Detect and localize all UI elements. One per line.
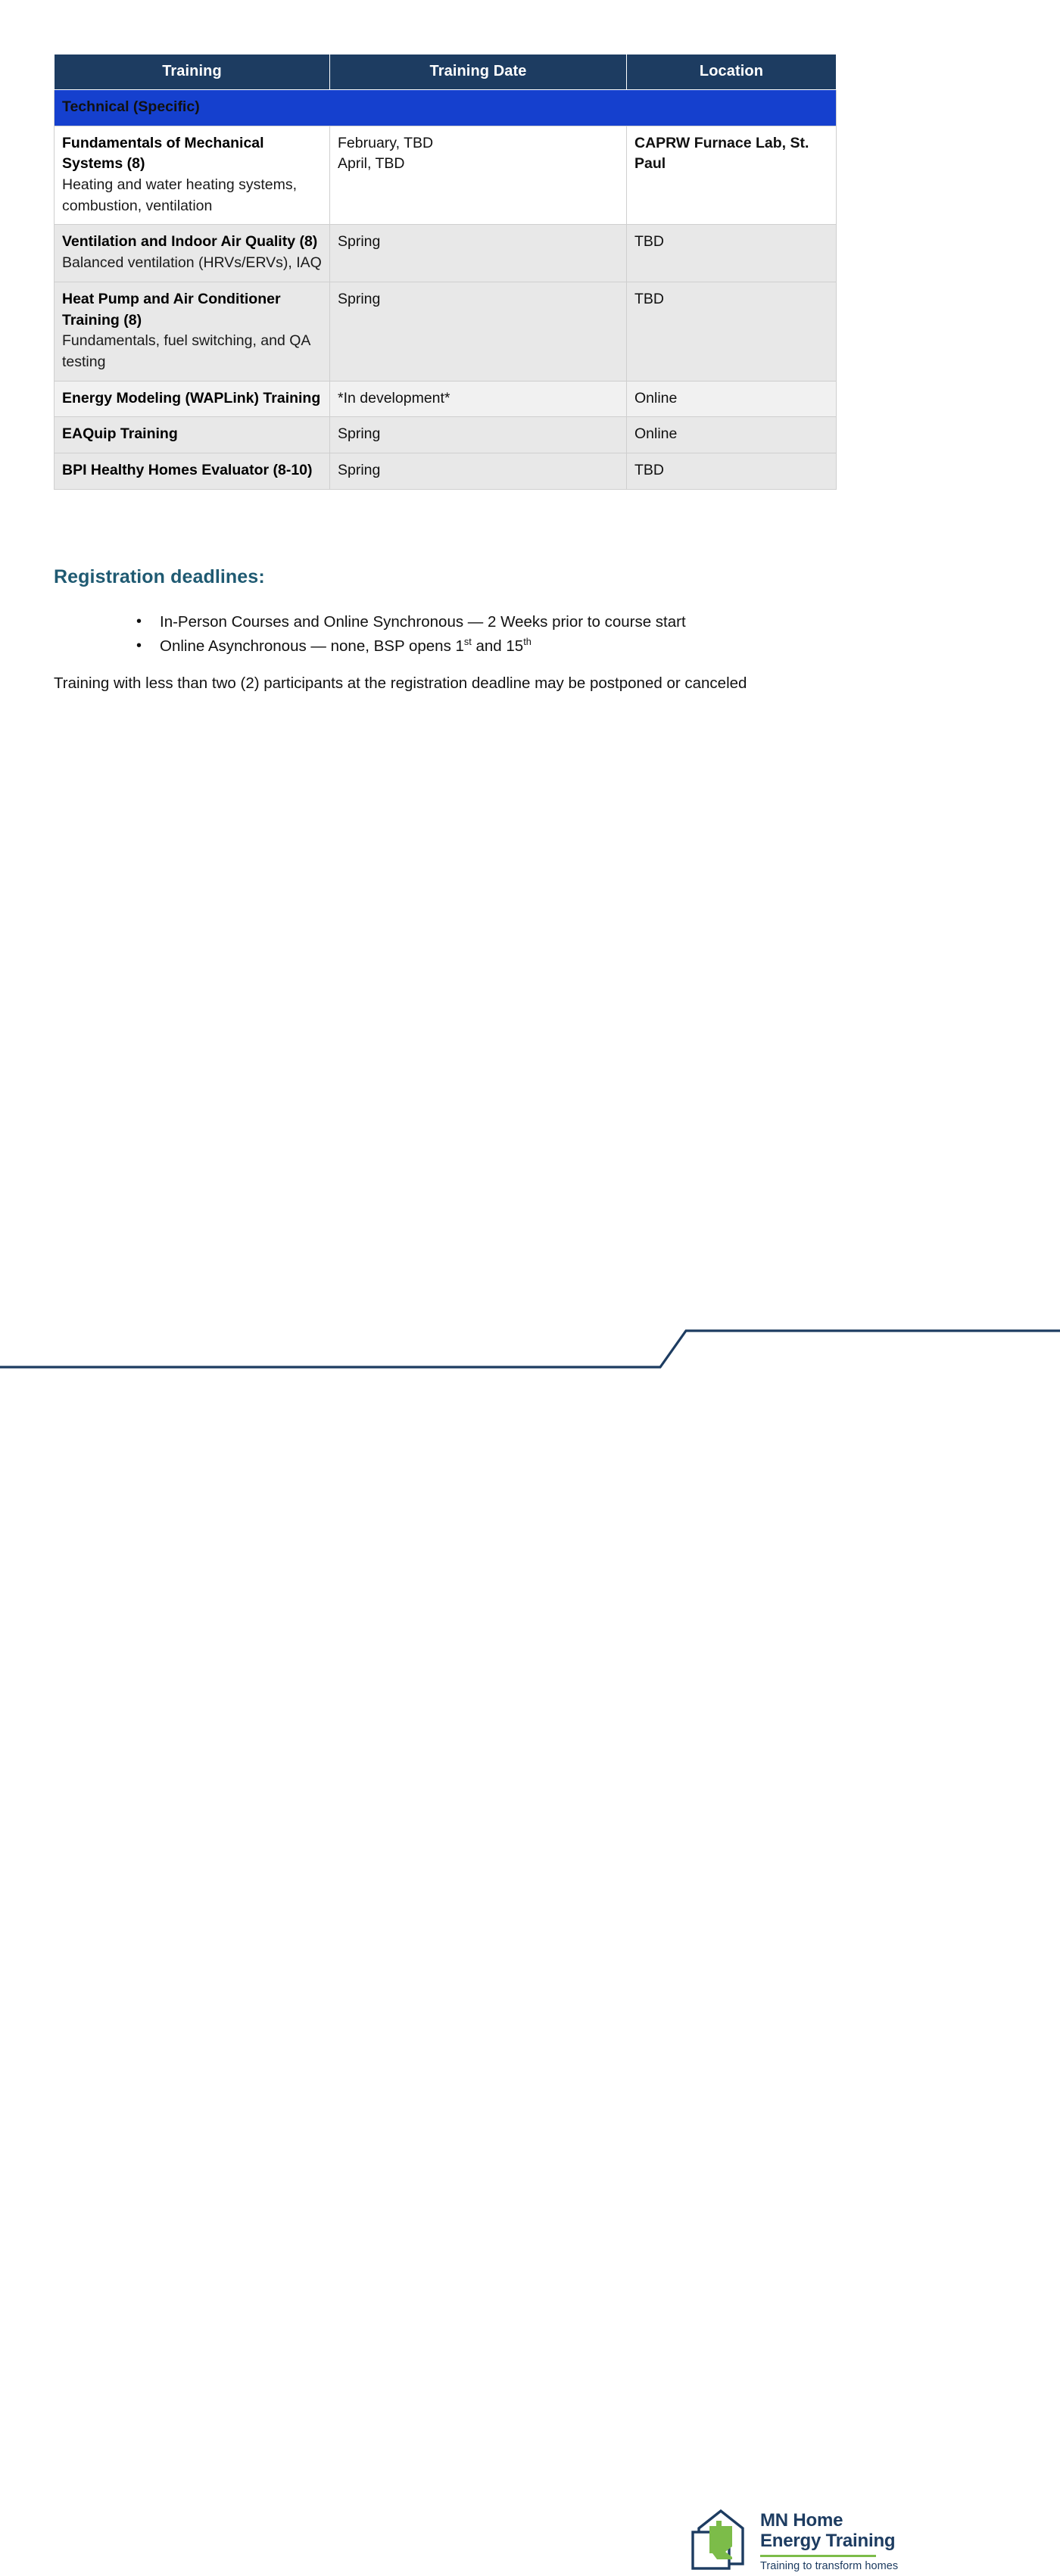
table-row xyxy=(55,225,837,282)
table-row xyxy=(55,126,837,225)
table-row xyxy=(55,381,837,417)
postponement-note: Training with less than two (2) participants at the registration deadline may be postponed or canceled xyxy=(54,674,747,692)
cell-training xyxy=(55,453,330,489)
list-item xyxy=(133,634,890,658)
table-row xyxy=(55,282,837,381)
training-location: CAPRW Furnace Lab, St. Paul xyxy=(634,134,809,173)
training-date-line: Spring xyxy=(338,290,381,307)
organization-logo xyxy=(691,2506,898,2576)
training-date-line: Spring xyxy=(338,425,381,443)
logo-green-rule xyxy=(760,2555,876,2558)
cell-location xyxy=(627,453,837,489)
training-date-line: *In development* xyxy=(338,389,450,406)
ordinal-suffix: st xyxy=(463,636,472,648)
ordinal-suffix: th xyxy=(523,636,532,648)
training-date-line: Spring xyxy=(338,461,381,478)
cell-location xyxy=(627,225,837,282)
cell-training xyxy=(55,282,330,381)
deadline-text-mid: and 15 xyxy=(471,637,524,656)
training-date-line: February, TBD xyxy=(338,134,434,151)
cell-location xyxy=(627,282,837,381)
training-date-line: Spring xyxy=(338,233,381,251)
cell-location xyxy=(627,126,837,225)
table-section-row xyxy=(55,90,837,126)
training-date-line: April, TBD xyxy=(338,155,405,173)
registration-deadlines-heading: Registration deadlines: xyxy=(54,566,265,587)
training-subtitle: Heating and water heating systems, combustion, ventilation xyxy=(62,176,298,214)
training-location: TBD xyxy=(634,290,664,307)
registration-deadlines-list xyxy=(133,610,890,659)
table-body xyxy=(55,90,837,490)
logo-wordmark xyxy=(760,2506,898,2572)
cell-training xyxy=(55,381,330,417)
cell-location xyxy=(627,417,837,453)
training-title: EAQuip Training xyxy=(62,425,178,443)
cell-location xyxy=(627,381,837,417)
table-row xyxy=(55,417,837,453)
bullet-icon: • xyxy=(136,637,142,655)
page-footer xyxy=(0,1220,1060,2573)
house-with-minnesota-icon xyxy=(691,2506,750,2576)
cell-training-date xyxy=(330,453,627,489)
training-location: TBD xyxy=(634,461,664,478)
training-subtitle: Fundamentals, fuel switching, and QA testing xyxy=(62,332,310,370)
logo-tagline: Training to transform homes xyxy=(760,2560,899,2573)
cell-training-date xyxy=(330,282,627,381)
logo-line-1: MN Home xyxy=(760,2510,843,2531)
training-title: Fundamentals of Mechanical Systems (8) xyxy=(62,134,264,173)
column-header-training: Training xyxy=(55,55,330,90)
table-header xyxy=(55,55,837,90)
training-location: Online xyxy=(634,425,678,443)
column-header-location: Location xyxy=(627,55,837,90)
cell-training-date xyxy=(330,126,627,225)
training-title: BPI Healthy Homes Evaluator (8-10) xyxy=(62,461,313,478)
cell-training-date xyxy=(330,381,627,417)
training-title: Ventilation and Indoor Air Quality (8) xyxy=(62,233,318,251)
cell-training-date xyxy=(330,225,627,282)
cell-training-date xyxy=(330,417,627,453)
list-item xyxy=(133,610,890,634)
training-location: Online xyxy=(634,389,678,406)
training-subtitle: Balanced ventilation (HRVs/ERVs), IAQ xyxy=(62,254,322,272)
table-header-row xyxy=(55,55,837,90)
table-row xyxy=(55,453,837,489)
training-schedule-table xyxy=(54,54,837,490)
deadline-text: In-Person Courses and Online Synchronous — 2 Weeks prior to course start xyxy=(160,613,686,631)
cell-training xyxy=(55,126,330,225)
footer-divider-line xyxy=(0,1220,1060,1372)
training-title: Energy Modeling (WAPLink) Training xyxy=(62,389,321,406)
cell-training xyxy=(55,225,330,282)
training-title: Heat Pump and Air Conditioner Training (8) xyxy=(62,290,281,329)
bullet-icon: • xyxy=(136,613,142,630)
cell-training xyxy=(55,417,330,453)
column-header-training-date: Training Date xyxy=(330,55,627,90)
section-label-technical-specific: Technical (Specific) xyxy=(55,90,837,126)
deadline-text: Online Asynchronous — none, BSP opens 1 xyxy=(160,637,464,656)
training-location: TBD xyxy=(634,233,664,251)
logo-line-2: Energy Training xyxy=(760,2530,896,2551)
